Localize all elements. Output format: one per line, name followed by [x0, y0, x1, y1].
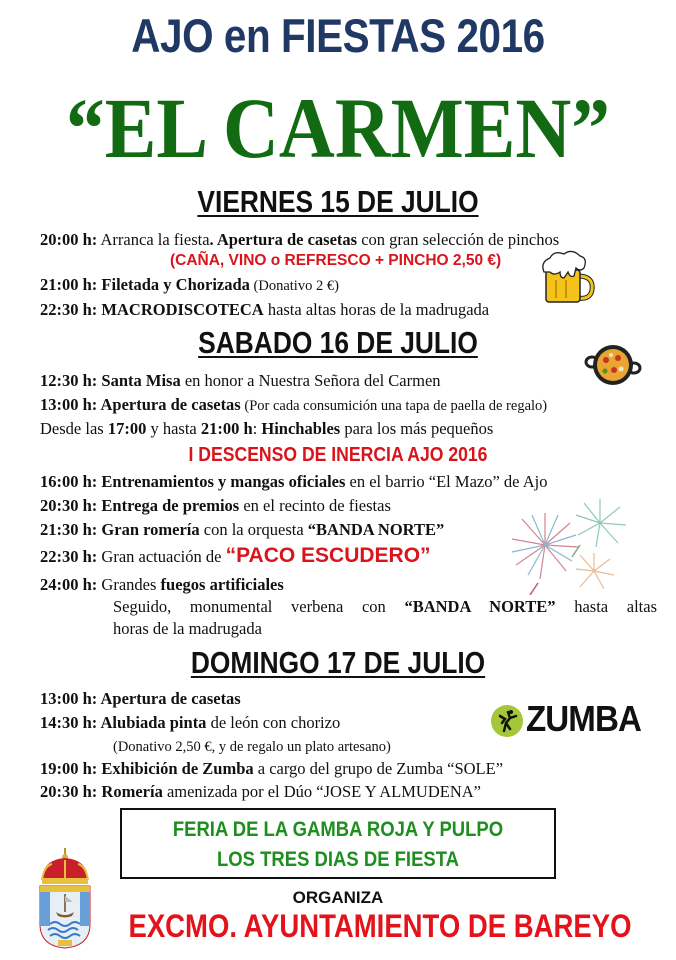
event-title: Romería [97, 782, 163, 801]
event-time: 14:30 h: [40, 713, 98, 732]
event-time: 21:30 h: [40, 520, 98, 539]
event-text: con la orquesta [199, 520, 308, 539]
beer-mug-icon [540, 250, 600, 306]
event-text: amenizada por el Dúo “JOSE Y ALMUDENA” [162, 782, 481, 801]
event-text: Gran actuación de [97, 547, 226, 566]
event-text: a cargo del grupo de Zumba “SOLE” [253, 759, 504, 778]
event-title: Santa Misa [97, 371, 181, 390]
event-text: y hasta [146, 419, 201, 438]
event-title: Entrega de premios [97, 496, 240, 515]
organizer-name: EXCMO. AYUNTAMIENTO DE BAREYO [128, 908, 632, 944]
event-time: 12:30 h: [40, 371, 98, 390]
band-name: “BANDA NORTE” [307, 520, 445, 539]
event-text: con gran selección de pinchos [357, 230, 560, 249]
event-time: 20:30 h: [40, 782, 98, 801]
event-title: Exhibición de Zumba [97, 759, 254, 778]
event-time: 19:00 h: [40, 759, 98, 778]
event-sunday-note [113, 736, 391, 757]
paella-pan-icon [584, 340, 642, 390]
event-text: en el barrio “El Mazo” de Ajo [345, 472, 548, 491]
event-inercia-1 [40, 472, 547, 492]
event-time: 16:00 h: [40, 472, 98, 491]
event-time: 13:00 h: [40, 395, 98, 414]
poster-title-main: “EL CARMEN” [66, 80, 610, 176]
event-title: . Apertura de casetas [209, 230, 358, 249]
event-title: Gran romería [97, 520, 200, 539]
event-text: Arranca la fiesta [97, 230, 210, 249]
event-sunday-1 [40, 689, 241, 709]
event-text: hasta altas [555, 597, 658, 616]
day-heading-sunday: DOMINGO 17 DE JULIO [190, 645, 486, 680]
event-note: (Donativo 2,50 €, y de regalo un plato artesano) [113, 739, 391, 755]
zumba-logo [490, 698, 641, 742]
event-title: Filetada y Chorizada [97, 275, 250, 294]
event-sunday-3 [40, 759, 503, 779]
event-saturday-1 [40, 371, 441, 391]
event-time: 13:00 h: [40, 689, 98, 708]
event-title: MACRODISCOTECA [97, 300, 264, 319]
event-text: para los más pequeños [340, 419, 494, 438]
event-title: Apertura de casetas [97, 395, 241, 414]
event-text: en el recinto de fiestas [239, 496, 391, 515]
feria-line-1: FERIA DE LA GAMBA ROJA Y PULPO [172, 818, 504, 841]
fireworks-icon [500, 495, 640, 595]
event-title: Apertura de casetas [97, 689, 241, 708]
event-text: Seguido, monumental verbena con [113, 597, 405, 616]
feria-line-2: LOS TRES DIAS DE FIESTA [217, 848, 459, 871]
event-note: (Donativo 2 €) [249, 278, 339, 294]
event-saturday-2 [40, 395, 547, 416]
event-time: 21:00 h [200, 419, 253, 438]
event-saturday-3 [40, 419, 493, 439]
event-title: fuegos artificiales [160, 575, 284, 594]
event-inercia-3 [40, 520, 444, 540]
event-text: : [252, 419, 262, 438]
zumba-wordmark: ZUMBA [526, 698, 641, 739]
zumba-dancer-icon [490, 704, 524, 738]
event-inercia-4 [40, 546, 431, 567]
event-inercia-2 [40, 496, 391, 516]
event-time: 20:30 h: [40, 496, 98, 515]
event-text: hasta altas horas de la madrugada [263, 300, 490, 319]
event-time: 24:00 h: [40, 575, 98, 594]
event-time: 20:00 h: [40, 230, 98, 249]
event-friday-2 [40, 275, 339, 296]
event-time: 21:00 h: [40, 275, 98, 294]
organiza-label: ORGANIZA [292, 888, 384, 907]
performer-name: “PACO ESCUDERO” [225, 544, 431, 567]
event-text: Desde las [40, 419, 108, 438]
event-title: Alubiada pinta [97, 713, 207, 732]
event-time: 17:00 [107, 419, 147, 438]
event-text: en honor a Nuestra Señora del Carmen [180, 371, 441, 390]
event-title: Hinchables [261, 419, 341, 438]
event-title: Entrenamientos y mangas oficiales [97, 472, 346, 491]
event-time: 22:30 h: [40, 300, 98, 319]
event-sunday-4 [40, 782, 481, 802]
day-heading-saturday: SABADO 16 DE JULIO [198, 325, 478, 360]
event-friday-1 [40, 230, 559, 250]
event-friday-price: (CAÑA, VINO o REFRESCO + PINCHO 2,50 €) [170, 252, 502, 269]
event-inercia-7: horas de la madrugada [113, 619, 262, 638]
day-heading-friday: VIERNES 15 DE JULIO [197, 184, 479, 219]
event-text: Grandes [97, 575, 161, 594]
poster-title-top: AJO en FIESTAS 2016 [131, 9, 545, 62]
event-time: 22:30 h: [40, 547, 98, 566]
event-sunday-2 [40, 713, 340, 733]
event-inercia-6 [113, 597, 657, 617]
band-name: “BANDA NORTE” [404, 597, 556, 616]
feria-box [120, 808, 556, 879]
event-friday-3 [40, 300, 489, 320]
inercia-subheading: I DESCENSO DE INERCIA AJO 2016 [188, 444, 488, 466]
event-text: de león con chorizo [206, 713, 341, 732]
event-note: (Por cada consumición una tapa de paella de regalo) [240, 398, 548, 414]
event-inercia-5 [40, 575, 284, 595]
